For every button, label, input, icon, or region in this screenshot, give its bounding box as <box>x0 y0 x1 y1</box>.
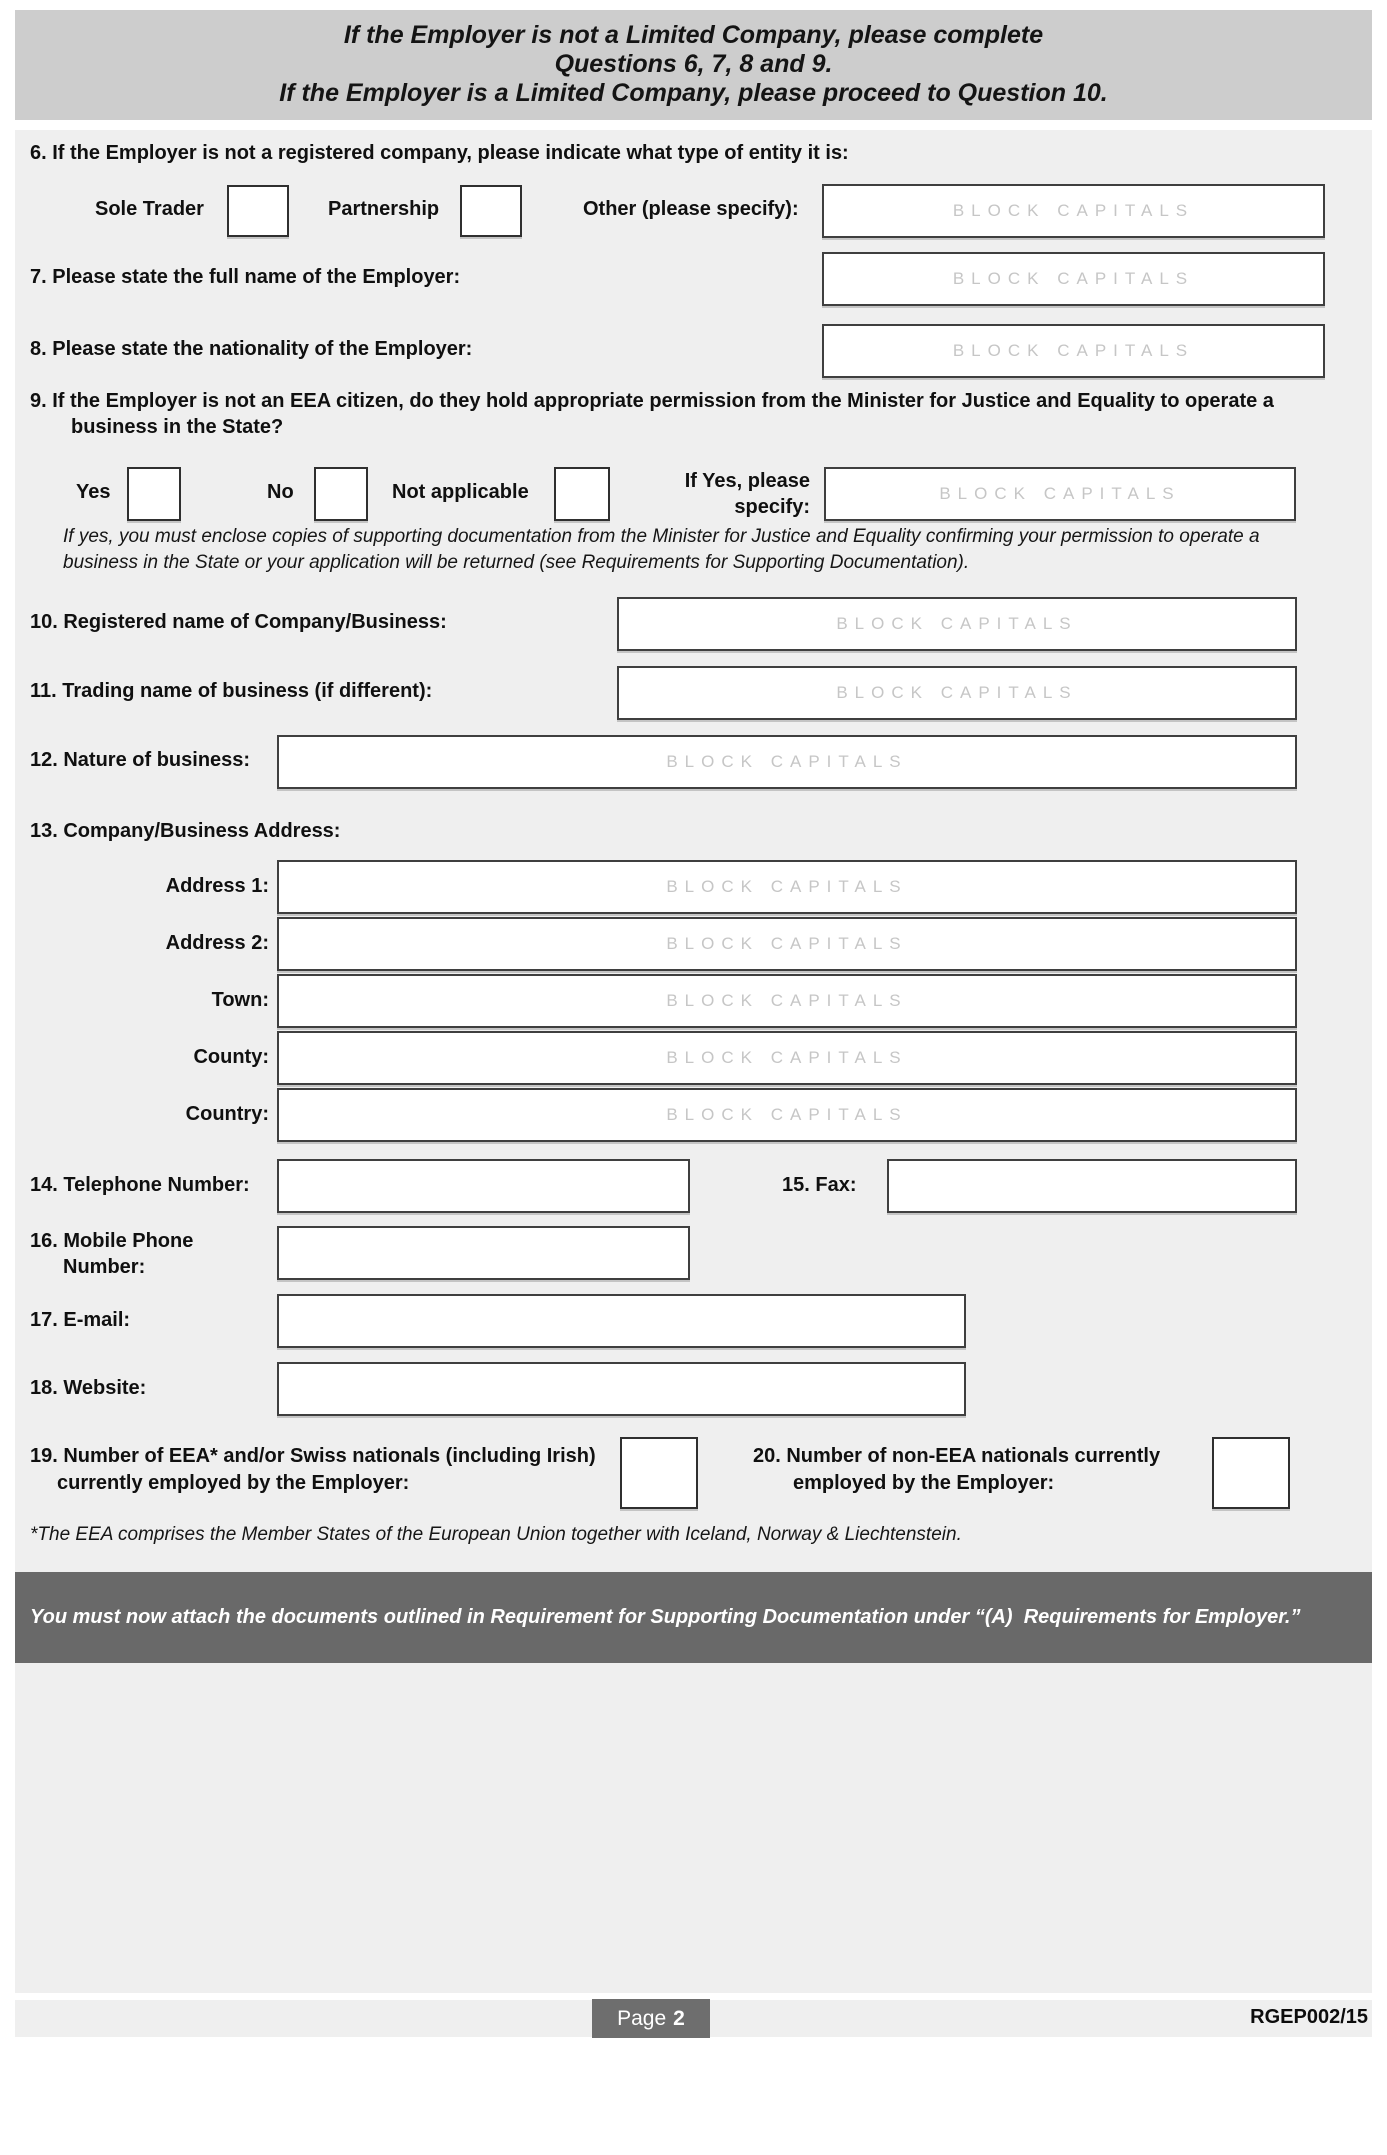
form-body <box>15 130 1372 1993</box>
q19-q20-row <box>15 1437 1372 1510</box>
eea-footnote: *The EEA comprises the Member States of the European Union together with Iceland, Norway & Liechtenstein. <box>30 1524 962 1545</box>
q9-note: If yes, you must enclose copies of supporting documentation from the Minister for Justice and Equality confirming your permission to operate a business in the State or your application will be returned (see Requirements for Supporting Documentation). <box>63 526 1260 573</box>
q14-telephone-input[interactable] <box>277 1159 690 1213</box>
q13-country-input[interactable] <box>277 1088 1297 1142</box>
q14-q15-row <box>15 1159 1372 1214</box>
q12-nature-of-business-input[interactable] <box>277 735 1297 789</box>
page-label: Page <box>617 2006 667 2030</box>
q6-other-label: Other (please specify): <box>583 198 799 220</box>
q16-label: 16. Mobile Phone Number: <box>30 1230 194 1278</box>
q13-county-row <box>15 1031 1372 1086</box>
q15-label: 15. Fax: <box>782 1174 857 1196</box>
q9-if-yes-label: If Yes, please specify: <box>684 470 810 518</box>
q9-yes-checkbox[interactable] <box>127 467 181 521</box>
q8-label: 8. Please state the nationality of the Employer: <box>30 338 473 360</box>
q13-address1-row <box>15 860 1372 915</box>
q18-website-input[interactable] <box>277 1362 966 1416</box>
q13-address1-input[interactable] <box>277 860 1297 914</box>
q11-label: 11. Trading name of business (if different): <box>30 680 433 702</box>
q15-fax-input[interactable] <box>887 1159 1297 1213</box>
q9-no-checkbox[interactable] <box>314 467 368 521</box>
q13-address2-row <box>15 917 1372 972</box>
q6-sole-trader-label: Sole Trader <box>95 198 204 220</box>
q9-no-label: No <box>267 481 294 503</box>
q19-label: 19. Number of EEA* and/or Swiss nationals (including Irish) currently employed by the Employer: <box>30 1445 596 1494</box>
q9-yes-label: Yes <box>76 481 111 503</box>
page-number-box <box>592 1999 710 2038</box>
q20-non-eea-count-box[interactable] <box>1212 1437 1290 1509</box>
q10-registered-name-input[interactable] <box>617 597 1297 651</box>
q13-label: 13. Company/Business Address: <box>30 820 341 842</box>
header-instruction-band <box>15 10 1372 120</box>
header-line-3: If the Employer is a Limited Company, please proceed to Question 10. <box>279 79 1108 107</box>
header-line-2: Questions 6, 7, 8 and 9. <box>554 50 833 78</box>
q7-row <box>15 251 1372 307</box>
q6-sole-trader-checkbox[interactable] <box>227 185 289 237</box>
footer-strip <box>15 2000 1372 2037</box>
q6-other-input[interactable] <box>822 184 1325 238</box>
q19-eea-count-box[interactable] <box>620 1437 698 1509</box>
q12-row <box>15 734 1372 790</box>
q17-label: 17. E-mail: <box>30 1309 131 1331</box>
attach-documents-band <box>15 1572 1372 1663</box>
header-line-1: If the Employer is not a Limited Company, please complete <box>343 21 1044 49</box>
form-code: RGEP002/15 <box>1250 2006 1368 2028</box>
q18-label: 18. Website: <box>30 1377 147 1399</box>
q11-row <box>15 665 1372 720</box>
q9-label: 9. If the Employer is not an EEA citizen, do they hold appropriate permission from the Minister for Justice and Equality to operate a business in the State? <box>30 390 1274 438</box>
q6-partnership-checkbox[interactable] <box>460 185 522 237</box>
q10-label: 10. Registered name of Company/Business: <box>30 611 447 633</box>
q10-row <box>15 596 1372 652</box>
q6-partnership-label: Partnership <box>328 198 440 220</box>
q18-row <box>15 1362 1372 1417</box>
q13-county-label: County: <box>193 1046 269 1068</box>
q9-specify-input[interactable] <box>824 467 1296 521</box>
q13-address1-label: Address 1: <box>165 875 269 897</box>
q13-county-input[interactable] <box>277 1031 1297 1085</box>
q7-label: 7. Please state the full name of the Employer: <box>30 266 461 288</box>
q6-label: 6. If the Employer is not a registered company, please indicate what type of entity it is: <box>30 142 849 164</box>
q17-email-input[interactable] <box>277 1294 966 1348</box>
q11-trading-name-input[interactable] <box>617 666 1297 720</box>
q17-row <box>15 1294 1372 1349</box>
page-number: 2 <box>673 2006 685 2030</box>
q9-not-applicable-checkbox[interactable] <box>554 467 610 521</box>
q9-not-applicable-label: Not applicable <box>392 481 529 503</box>
q13-country-label: Country: <box>185 1103 269 1125</box>
q13-town-label: Town: <box>211 989 269 1011</box>
attach-documents-notice: You must now attach the documents outlined in Requirement for Supporting Documentation under “(A) Requirements for Employer.” <box>30 1606 1301 1628</box>
q14-label: 14. Telephone Number: <box>30 1174 250 1196</box>
q13-country-row <box>15 1088 1372 1143</box>
q16-row <box>15 1226 1372 1281</box>
q13-town-input[interactable] <box>277 974 1297 1028</box>
q7-employer-name-input[interactable] <box>822 252 1325 306</box>
q6-row <box>15 183 1372 239</box>
q12-label: 12. Nature of business: <box>30 749 251 771</box>
q8-nationality-input[interactable] <box>822 324 1325 378</box>
q13-town-row <box>15 974 1372 1029</box>
q8-row <box>15 323 1372 379</box>
q13-address2-label: Address 2: <box>165 932 269 954</box>
q16-mobile-input[interactable] <box>277 1226 690 1280</box>
q20-label: 20. Number of non-EEA nationals currently employed by the Employer: <box>753 1445 1161 1494</box>
q13-address2-input[interactable] <box>277 917 1297 971</box>
q9-row <box>15 466 1372 522</box>
